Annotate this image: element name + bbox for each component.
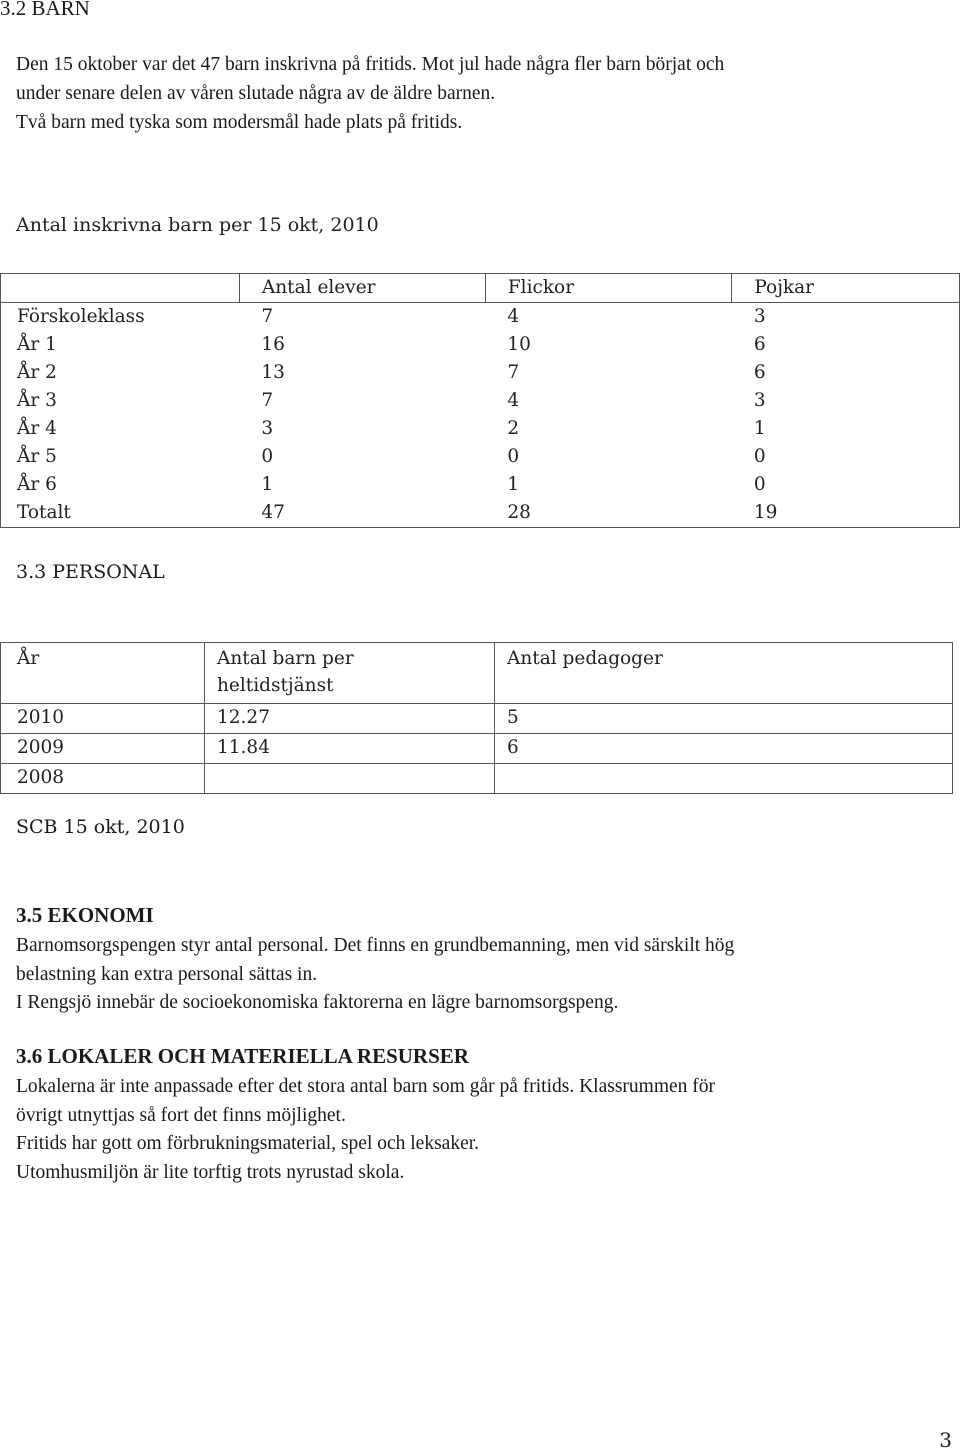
table-cell: 2: [507, 418, 520, 439]
ekonomi-paragraph: [16, 932, 734, 1018]
table-cell: 4: [507, 390, 520, 411]
table-cell: 5: [495, 704, 953, 734]
table-cell: Förskoleklass: [1, 303, 240, 332]
staff-table: [0, 642, 953, 794]
table-header-cell: Pojkar: [732, 274, 960, 303]
table-header-text: Antal barn per heltidstjänst: [217, 648, 354, 696]
table-row: [1, 499, 960, 528]
paragraph-line: Den 15 oktober var det 47 barn inskrivna på fritids. Mot jul hade några fler barn börjat och: [16, 54, 725, 75]
table-row: [1, 704, 953, 734]
table-cell: År 6: [1, 471, 240, 499]
table-row: [1, 764, 953, 794]
table-cell: 0: [732, 471, 960, 499]
table-cell: År 1: [1, 331, 240, 359]
table-row: [1, 471, 960, 499]
paragraph-line: Fritids har gott om förbrukningsmaterial, spel och leksaker.: [16, 1133, 480, 1154]
table-header-row: [1, 274, 960, 303]
table-header-cell: [1, 274, 240, 303]
table-cell: 2010: [1, 704, 205, 734]
table-cell: 47: [239, 499, 485, 528]
table-cell: 28: [485, 499, 732, 528]
section-title-ekonomi: 3.5 EKONOMI: [16, 903, 154, 927]
table-cell: 3: [732, 303, 960, 332]
table-cell: 1: [261, 474, 274, 495]
paragraph-line: Lokalerna är inte anpassade efter det stora antal barn som går på fritids. Klassrummen för: [16, 1076, 716, 1097]
table-cell: 7: [507, 362, 520, 383]
table-cell: 2008: [1, 764, 205, 794]
table-cell: 10: [507, 334, 531, 355]
children-table: [0, 273, 960, 528]
table-cell: 6: [495, 734, 953, 764]
table-cell: 19: [732, 499, 960, 528]
paragraph-line: övrigt utnyttjas så fort det finns möjlighet.: [16, 1104, 346, 1126]
source-note: SCB 15 okt, 2010: [16, 816, 185, 838]
table-cell: 0: [261, 446, 274, 467]
paragraph-line: under senare delen av våren slutade några av de äldre barnen.: [16, 83, 496, 104]
table-header-cell: År: [1, 643, 205, 704]
table-cell: 0: [732, 443, 960, 471]
table-header-cell: Flickor: [485, 274, 732, 303]
table-cell: 12.27: [205, 704, 495, 734]
table-cell: 3: [732, 387, 960, 415]
table-cell: 6: [732, 331, 960, 359]
paragraph-line: Utomhusmiljön är lite torftig trots nyrustad skola.: [16, 1161, 405, 1183]
table-cell: 3: [261, 418, 274, 439]
table-cell: År 5: [1, 443, 240, 471]
table-cell: År 4: [1, 415, 240, 443]
table-row: [1, 359, 960, 387]
table-header-cell: Antal pedagoger: [495, 643, 953, 704]
page-number: 3: [939, 1428, 952, 1452]
table-row: [1, 415, 960, 443]
table-row: [1, 303, 960, 332]
section-title-lokaler: 3.6 LOKALER OCH MATERIELLA RESURSER: [16, 1044, 469, 1068]
table-cell: 13: [261, 362, 285, 383]
table-row: [1, 331, 960, 359]
table-cell: 7: [261, 306, 274, 327]
table-cell: 4: [507, 306, 520, 327]
table-row: [1, 734, 953, 764]
barn-paragraph: [16, 50, 724, 137]
table-row: [1, 387, 960, 415]
table-cell: 6: [732, 359, 960, 387]
table-cell: [495, 764, 953, 794]
table-cell: 7: [261, 390, 274, 411]
table-header-cell: [205, 643, 495, 704]
paragraph-line: Barnomsorgspengen styr antal personal. Det finns en grundbemanning, men vid särskilt hög: [16, 935, 735, 956]
table-cell: Totalt: [1, 499, 240, 528]
table-cell: 2009: [1, 734, 205, 764]
table-row: [1, 443, 960, 471]
lokaler-paragraph: [16, 1073, 715, 1187]
table-header-cell: Antal elever: [239, 274, 485, 303]
table-caption: Antal inskrivna barn per 15 okt, 2010: [16, 214, 379, 236]
table-cell: 0: [507, 446, 520, 467]
table-cell: 1: [507, 474, 520, 495]
paragraph-line: I Rengsjö innebär de socioekonomiska faktorerna en lägre barnomsorgspeng.: [16, 992, 619, 1013]
table-header-row: [1, 643, 953, 704]
table-cell: År 3: [1, 387, 240, 415]
paragraph-line: Två barn med tyska som modersmål hade plats på fritids.: [16, 112, 463, 133]
section-title-barn: 3.2 BARN: [0, 0, 90, 20]
paragraph-line: belastning kan extra personal sättas in.: [16, 963, 318, 985]
section-title-personal: 3.3 PERSONAL: [16, 561, 165, 583]
table-cell: [205, 764, 495, 794]
table-cell: 16: [261, 334, 285, 355]
table-cell: År 2: [1, 359, 240, 387]
table-cell: 1: [732, 415, 960, 443]
table-cell: 11.84: [205, 734, 495, 764]
